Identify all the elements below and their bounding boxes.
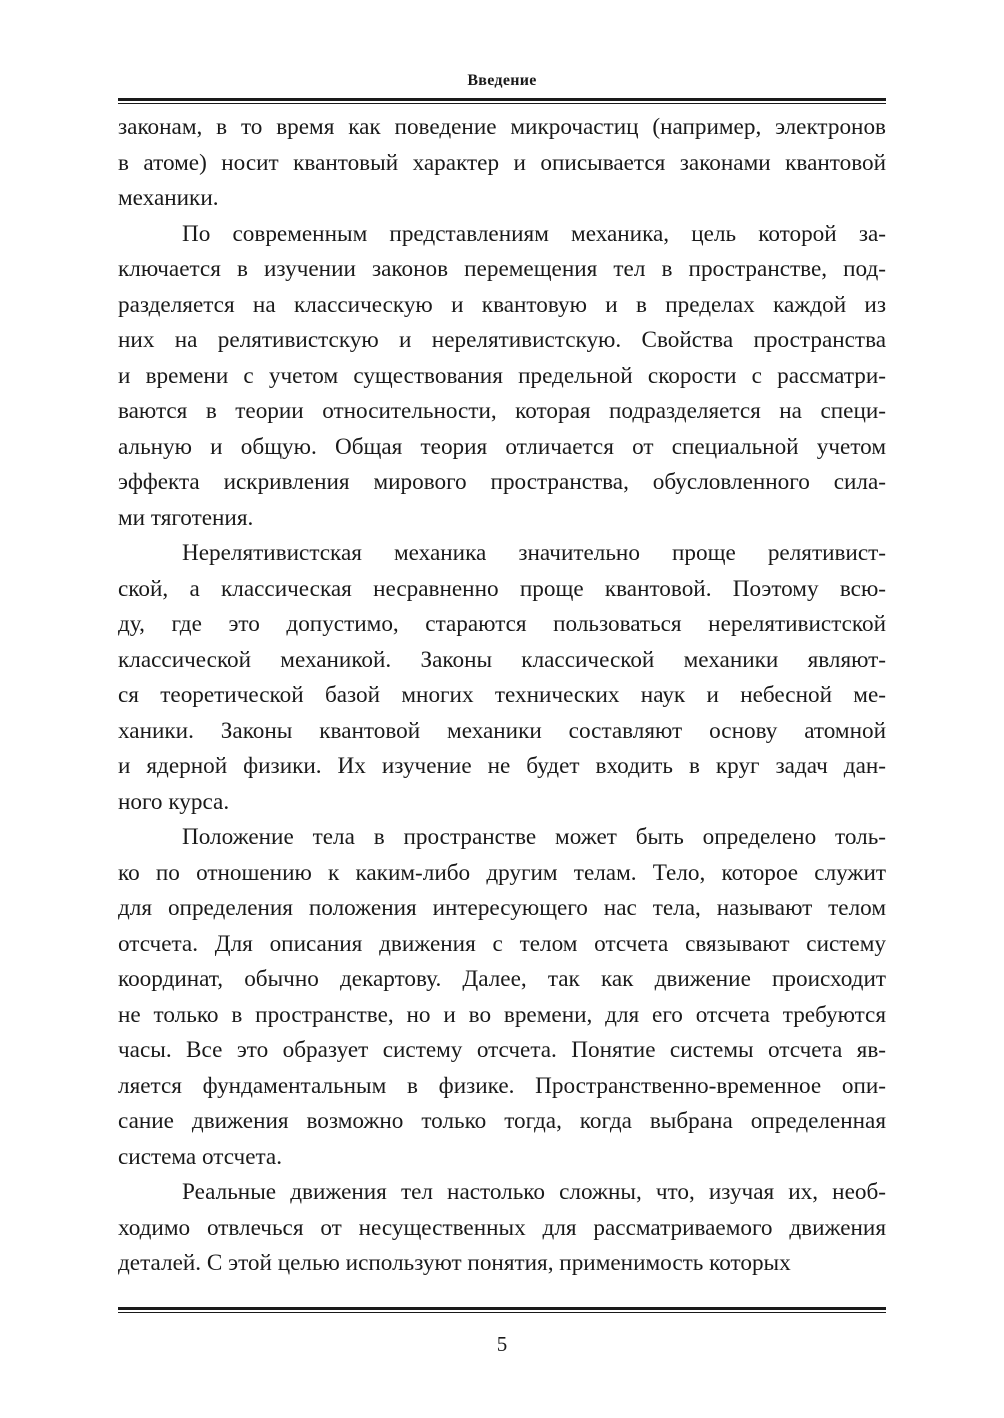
- text-line: ми тяготения.: [118, 504, 254, 531]
- text-line: законам, в то время как поведение микрочастиц (например, электронов: [118, 114, 886, 140]
- text-line: сание движения возможно только тогда, когда выбрана определенная: [118, 1108, 886, 1134]
- text-line: разделяется на классическую и квантовую и в пределах каждой из: [118, 291, 886, 318]
- running-header: Введение: [467, 72, 537, 89]
- text-line: классической механикой. Законы классической механики являют-: [118, 646, 886, 673]
- text-line: и времени с учетом существования предельной скорости с рассматри-: [118, 362, 886, 389]
- text-line: ко по отношению к каким-либо другим телам. Тело, которое служит: [118, 859, 886, 886]
- text-line: часы. Все это образует систему отсчета. Понятие системы отсчета яв-: [118, 1037, 886, 1063]
- text-line: не только в пространстве, но и во времени, для его отсчета требуются: [118, 1001, 886, 1028]
- text-line: ся теоретической базой многих технических наук и небесной ме-: [118, 682, 886, 708]
- text-line: ской, а классическая несравненно проще квантовой. Поэтому всю-: [118, 575, 886, 602]
- text-line: и ядерной физики. Их изучение не будет входить в круг задач дан-: [118, 753, 886, 779]
- text-line: система отсчета.: [118, 1143, 283, 1170]
- footer-rule: [118, 1307, 886, 1315]
- text-line: эффекта искривления мирового пространства, обусловленного сила-: [118, 469, 886, 495]
- text-line: деталей. С этой целью используют понятия, применимость которых: [118, 1250, 791, 1276]
- text-line: Нерелятивистская механика значительно проще релятивист-: [182, 540, 886, 566]
- text-line: ду, где это допустимо, стараются пользоваться нерелятивистской: [118, 611, 886, 637]
- text-line: Положение тела в пространстве может быть определено толь-: [182, 824, 886, 850]
- paragraph: [118, 1175, 886, 1282]
- paragraph: [118, 536, 886, 820]
- text-line: альную и общую. Общая теория отличается от специальной учетом: [118, 433, 886, 460]
- text-line: в атоме) носит квантовый характер и описывается законами квантовой: [118, 149, 886, 176]
- text-line: механики.: [118, 185, 219, 211]
- text-line: для определения положения интересующего нас тела, называют телом: [118, 895, 886, 921]
- page-number: 5: [496, 1332, 508, 1356]
- text-line: ключается в изучении законов перемещения тел в пространстве, под-: [118, 256, 886, 282]
- text-line: По современным представлениям механика, цель которой за-: [182, 220, 886, 247]
- text-line: ляется фундаментальным в физике. Пространственно-временное опи-: [118, 1072, 886, 1099]
- paragraph: [118, 820, 886, 1175]
- body-text: [118, 110, 886, 1282]
- text-line: ного курса.: [118, 788, 230, 815]
- text-line: отсчета. Для описания движения с телом отсчета связывают систему: [118, 930, 886, 957]
- text-line: координат, обычно декартову. Далее, так как движение происходит: [118, 966, 886, 992]
- text-line: ханики. Законы квантовой механики составляют основу атомной: [118, 717, 886, 744]
- paragraph: [118, 110, 886, 217]
- text-line: ходимо отвлечься от несущественных для рассматриваемого движения: [118, 1214, 886, 1241]
- text-line: Реальные движения тел настолько сложны, что, изучая их, необ-: [182, 1179, 886, 1205]
- text-line: них на релятивистскую и нерелятивистскую. Свойства пространства: [118, 327, 886, 353]
- paragraph: [118, 217, 886, 537]
- text-line: ваются в теории относительности, которая подразделяется на специ-: [118, 398, 886, 424]
- header-rule: [118, 98, 886, 106]
